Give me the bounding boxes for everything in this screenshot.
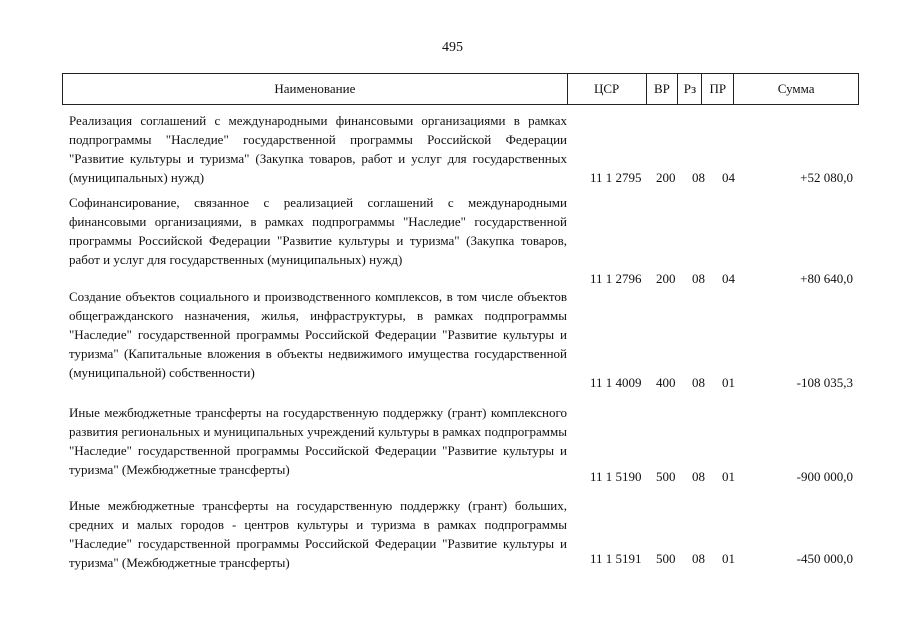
row-csr: 11 1 5190 (590, 469, 642, 484)
row-name: Создание объектов социального и производственного комплексов, в том числе объектов общегражданского назначения, жилья, инфраструктуры, в рамках подпрограммы "Наследие" государственной программы Российской Федерации "Развитие культуры и туризма" (Капитальные вложения в объекты недвижимого имущества государственной (муниципальной) собственности) (69, 289, 567, 380)
row-rz: 08 (692, 170, 705, 185)
row-sum: +52 080,0 (800, 170, 853, 185)
row-sum: -450 000,0 (796, 551, 853, 566)
row-pr: 01 (722, 469, 735, 484)
row-vr: 200 (656, 170, 676, 185)
table-row (62, 496, 859, 568)
row-sum: -900 000,0 (796, 469, 853, 484)
row-csr: 11 1 4009 (590, 375, 642, 390)
header-pr: ПР (702, 74, 734, 104)
row-name: Иные межбюджетные трансферты на государственную поддержку (грант) больших, средних и малых городов - центров культуры и туризма в рамках подпрограммы "Наследие" государственной программы Российской Федерации "Развитие культуры и туризма" (Межбюджетные трансферты) (69, 498, 567, 570)
table-row (62, 193, 859, 288)
row-vr: 500 (656, 469, 676, 484)
table-header (62, 73, 859, 105)
row-sum: +80 640,0 (800, 271, 853, 286)
table-row (62, 403, 859, 486)
header-csr: ЦСР (568, 74, 647, 104)
table-row (62, 111, 859, 187)
header-rz: Рз (678, 74, 702, 104)
row-sum: -108 035,3 (796, 375, 853, 390)
row-pr: 04 (722, 170, 735, 185)
row-rz: 08 (692, 271, 705, 286)
row-name: Реализация соглашений с международными финансовыми организациями в рамках подпрограммы "Наследие" государственной программы Российской Федерации "Развитие культуры и туризма" (Закупка товаров, работ и услуг для государственных (муниципальных) нужд) (69, 113, 567, 185)
header-vr: ВР (647, 74, 679, 104)
row-csr: 11 1 2795 (590, 170, 642, 185)
row-rz: 08 (692, 375, 705, 390)
row-vr: 500 (656, 551, 676, 566)
row-csr: 11 1 2796 (590, 271, 642, 286)
row-pr: 01 (722, 551, 735, 566)
row-pr: 04 (722, 271, 735, 286)
row-vr: 200 (656, 271, 676, 286)
row-rz: 08 (692, 551, 705, 566)
row-rz: 08 (692, 469, 705, 484)
row-name: Софинансирование, связанное с реализацией соглашений с международными финансовыми организациями, в рамках подпрограммы "Наследие" государственной программы Российской Федерации "Развитие культуры и туризма" (Закупка товаров, работ и услуг для государственных (муниципальных) нужд) (69, 195, 567, 267)
row-vr: 400 (656, 375, 676, 390)
header-name: Наименование (63, 74, 568, 104)
row-name: Иные межбюджетные трансферты на государственную поддержку (грант) комплексного развития региональных и муниципальных учреждений культуры в рамках подпрограммы "Наследие" государственной программы Российской Федерации "Развитие культуры и туризма" (Межбюджетные трансферты) (69, 405, 567, 477)
row-pr: 01 (722, 375, 735, 390)
page-number: 495 (442, 40, 463, 55)
table-row (62, 287, 859, 392)
header-sum: Сумма (777, 81, 815, 96)
row-csr: 11 1 5191 (590, 551, 642, 566)
